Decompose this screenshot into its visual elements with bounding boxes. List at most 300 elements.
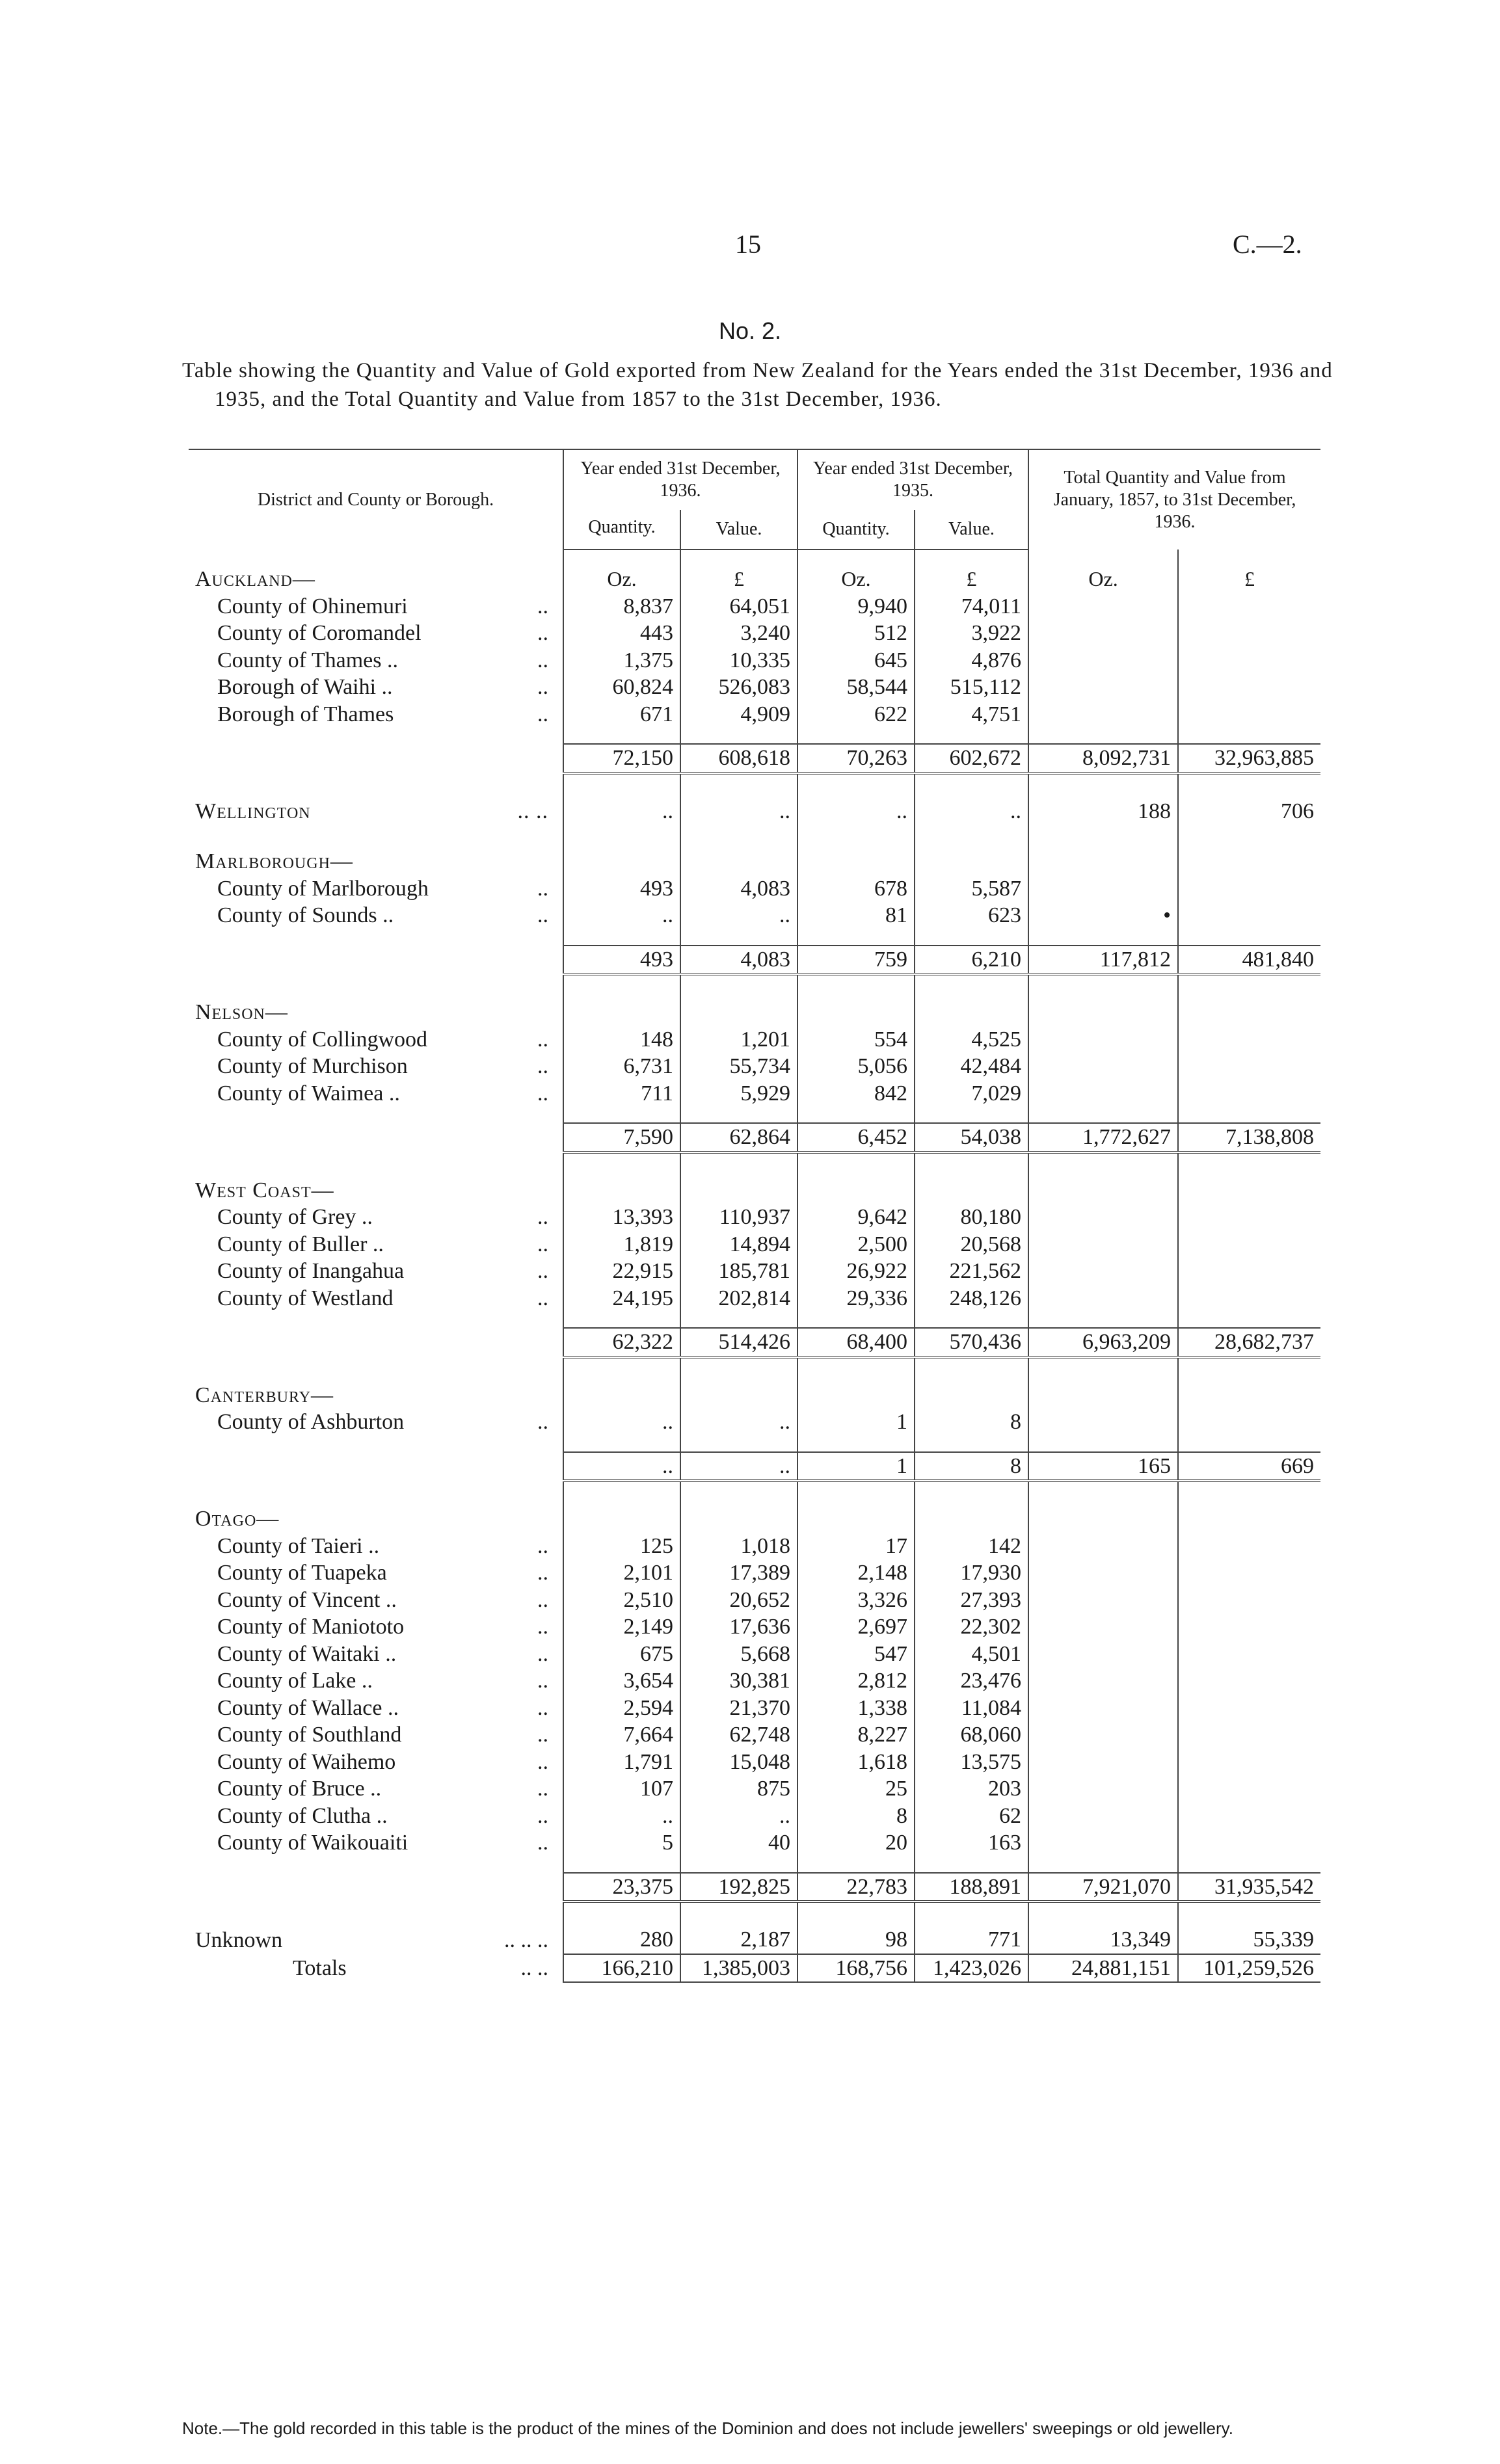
cell-q36: 166,210 [563,1954,680,1983]
spacer-cell [915,1901,1028,1926]
empty-cell [1178,1505,1320,1533]
empty-cell [797,1177,915,1204]
row-name: Totals [293,1955,347,1980]
table-row [189,1721,1320,1749]
spacer-cell [915,1357,1028,1382]
cell-tq [1028,1721,1178,1749]
row-name: County of Coromandel [217,621,422,645]
spacer-cell [915,1857,1028,1873]
row-dots: .. [537,1410,548,1434]
row-label [189,1749,563,1776]
row-name: County of Wallace .. [217,1695,399,1720]
cell-q36: 24,195 [563,1285,680,1312]
spacer-cell [1178,1857,1320,1873]
table-row [189,701,1320,728]
empty-cell [915,999,1028,1026]
row-dots: .. .. [520,1955,548,1980]
row-dots: .. [537,1641,548,1666]
spacer-cell [563,1857,680,1873]
empty-cell [915,1177,1028,1204]
cell-q35: 17 [797,1533,915,1560]
spacer-cell [189,1357,563,1382]
cell-v36: .. [680,798,797,825]
cell-q35: 1 [797,1452,915,1481]
cell-v35: 54,038 [915,1123,1028,1152]
row-label [189,1667,563,1695]
cell-q35: 9,940 [797,593,915,620]
spacer-cell [1178,1152,1320,1177]
spacer-cell [1178,974,1320,999]
row-label [189,1721,563,1749]
cell-q36: 72,150 [563,744,680,773]
subtotal-row [189,1123,1320,1152]
group-name: Nelson— [195,1000,288,1024]
cell-q35: 98 [797,1926,915,1954]
empty-cell [797,1382,915,1409]
cell-q36: .. [563,798,680,825]
cell-tv [1178,1695,1320,1722]
table-row [189,674,1320,701]
cell-v35: 62 [915,1803,1028,1830]
cell-v35: 17,930 [915,1559,1028,1587]
cell-v36: 875 [680,1775,797,1803]
cell-q36: 148 [563,1026,680,1053]
spacer-cell [1178,1107,1320,1123]
cell-v36: 202,814 [680,1285,797,1312]
cell-q36: 1,791 [563,1749,680,1776]
spacer-cell [915,728,1028,744]
cell-v36: 20,652 [680,1587,797,1614]
empty-cell [563,848,680,875]
cell-q36: 1,375 [563,647,680,674]
table-row [189,1080,1320,1107]
row-dots: .. [537,1533,548,1558]
group-heading-row [189,848,1320,875]
spacer-cell [189,1152,563,1177]
spacer-cell [1028,825,1178,848]
cell-tv: 55,339 [1178,1926,1320,1954]
cell-q35: 26,922 [797,1258,915,1285]
cell-q35: 645 [797,647,915,674]
cell-v35: 4,525 [915,1026,1028,1053]
row-label [189,620,563,647]
cell-q35: 547 [797,1641,915,1668]
row-name: County of Buller .. [217,1232,384,1256]
cell-v36: 55,734 [680,1053,797,1080]
cell-tq: 6,963,209 [1028,1328,1178,1357]
cell-tq: • [1028,902,1178,929]
row-name: County of Vincent .. [217,1587,397,1612]
spacer-cell [189,929,563,946]
row-name: County of Marlborough [217,876,429,901]
spacer-cell [680,1481,797,1505]
spacer-cell [1028,1857,1178,1873]
cell-v35: .. [915,798,1028,825]
cell-q36: .. [563,1409,680,1436]
unit-oz-1935: Oz. [797,566,915,593]
cell-q35: 20 [797,1829,915,1857]
cell-tq: 117,812 [1028,946,1178,975]
row-label [189,1285,563,1312]
cell-q36: 671 [563,701,680,728]
spacer-cell [189,1436,563,1452]
cell-v36: 30,381 [680,1667,797,1695]
cell-tq: 24,881,151 [1028,1954,1178,1983]
cell-tq: 188 [1028,798,1178,825]
cell-v35: 8 [915,1452,1028,1481]
cell-tq [1028,701,1178,728]
cell-v36: 21,370 [680,1695,797,1722]
row-dots: .. [537,1205,548,1229]
cell-v36: 514,426 [680,1328,797,1357]
cell-q35: 512 [797,620,915,647]
cell-tv [1178,647,1320,674]
spacer-cell [797,929,915,946]
row-dots: .. [537,702,548,726]
spacer-cell [915,974,1028,999]
col-quantity-1936: Quantity. [563,510,680,550]
cell-v36: 4,083 [680,946,797,975]
spacer-row [189,1152,1320,1177]
cell-v35: 74,011 [915,593,1028,620]
cell-tq: 165 [1028,1452,1178,1481]
cell-tv [1178,1258,1320,1285]
group-name: West Coast— [195,1178,334,1202]
cell-tv [1178,1641,1320,1668]
table-row [189,647,1320,674]
row-dots: .. [537,1259,548,1283]
row-label [189,1409,563,1436]
cell-v36: 3,240 [680,620,797,647]
spacer-cell [563,974,680,999]
cell-v35: 4,751 [915,701,1028,728]
cell-tv [1178,593,1320,620]
row-name: Borough of Waihi .. [217,675,393,699]
spacer-cell [189,728,563,744]
cell-tq: 13,349 [1028,1926,1178,1954]
cell-q36: 13,393 [563,1204,680,1231]
spacer-cell [680,929,797,946]
row-name: County of Lake .. [217,1669,373,1693]
row-name: County of Waitaki .. [217,1641,397,1666]
cell-v35: 515,112 [915,674,1028,701]
empty-cell [915,1382,1028,1409]
cell-tv [1178,674,1320,701]
cell-v35: 4,501 [915,1641,1028,1668]
cell-tv: 706 [1178,798,1320,825]
cell-q36: 2,149 [563,1613,680,1641]
cell-v36: 14,894 [680,1231,797,1258]
cell-v36: 526,083 [680,674,797,701]
table-row [189,1641,1320,1668]
cell-v36: .. [680,902,797,929]
table-row [189,593,1320,620]
empty-cell [680,1382,797,1409]
cell-v35: 42,484 [915,1053,1028,1080]
spacer-cell [189,1901,563,1926]
cell-tv [1178,1053,1320,1080]
row-dots: .. [537,1803,548,1828]
spacer-cell [915,773,1028,798]
row-label [189,701,563,728]
row-label [189,1926,563,1954]
cell-v35: 20,568 [915,1231,1028,1258]
cell-v35: 80,180 [915,1204,1028,1231]
spacer-cell [1178,1901,1320,1926]
cell-q35: 58,544 [797,674,915,701]
spacer-cell [915,1436,1028,1452]
spacer-row [189,1481,1320,1505]
cell-v36: 17,636 [680,1613,797,1641]
row-label [189,902,563,929]
cell-tv [1178,701,1320,728]
spacer-cell [797,773,915,798]
cell-q35: 8,227 [797,1721,915,1749]
cell-v35: 23,476 [915,1667,1028,1695]
row-dots: .. [537,1561,548,1585]
spacer-cell [680,1857,797,1873]
spacer-cell [563,825,680,848]
spacer-cell [680,974,797,999]
row-label [189,1231,563,1258]
cell-q36: 443 [563,620,680,647]
cell-q36: 493 [563,875,680,903]
empty-cell [563,1505,680,1533]
cell-v35: 188,891 [915,1873,1028,1902]
cell-q35: 168,756 [797,1954,915,1983]
row-label [189,1053,563,1080]
cell-q35: 759 [797,946,915,975]
cell-tv [1178,1613,1320,1641]
header-row-1 [189,449,1320,510]
empty-cell [1028,848,1178,875]
spacer-row [189,929,1320,946]
cell-q36: 1,819 [563,1231,680,1258]
spacer-cell [563,1107,680,1123]
cell-tv [1178,1587,1320,1614]
spacer-cell [189,1312,563,1328]
subtotal-row [189,1452,1320,1481]
cell-tq [1028,593,1178,620]
cell-v35: 570,436 [915,1328,1028,1357]
cell-q35: 842 [797,1080,915,1107]
row-dots: .. [537,675,548,699]
row-label [189,674,563,701]
row-label [189,1080,563,1107]
units-row [189,566,1320,593]
cell-tv [1178,1829,1320,1857]
cell-tq [1028,1533,1178,1560]
cell-v35: 1,423,026 [915,1954,1028,1983]
unit-oz-1936: Oz. [563,566,680,593]
spacer-row [189,1901,1320,1926]
table-row [189,1695,1320,1722]
spacer-cell [189,773,563,798]
table-row [189,1231,1320,1258]
empty-cell [1178,1177,1320,1204]
cell-tq [1028,674,1178,701]
spacer-row [189,825,1320,848]
cell-q36: 5 [563,1829,680,1857]
spacer-row [189,1436,1320,1452]
cell-q36: 62,322 [563,1328,680,1357]
row-dots: .. [537,1081,548,1106]
spacer-cell [797,728,915,744]
row-name: Borough of Thames [217,702,394,726]
cell-v36: 192,825 [680,1873,797,1902]
table-number: No. 2. [718,317,782,344]
cell-v35: 602,672 [915,744,1028,773]
spacer-cell [1028,1436,1178,1452]
spacer-cell [1028,974,1178,999]
cell-q35: 1 [797,1409,915,1436]
spacer-cell [1178,929,1320,946]
cell-v36: 4,909 [680,701,797,728]
cell-v35: 5,587 [915,875,1028,903]
row-name: County of Grey .. [217,1205,373,1229]
empty-cell [915,848,1028,875]
spacer-cell [1028,1901,1178,1926]
table-body [189,550,1320,1982]
spacer-cell [797,1357,915,1382]
spacer-cell [1028,1357,1178,1382]
cell-tv [1178,1667,1320,1695]
row-name: County of Thames .. [217,648,398,672]
cell-q35: 1,618 [797,1749,915,1776]
col-1935-header: Year ended 31st December, 1935. [797,449,1028,510]
cell-v36: 1,385,003 [680,1954,797,1983]
spacer-cell [1178,773,1320,798]
cell-v36: 608,618 [680,744,797,773]
cell-q36: 675 [563,1641,680,1668]
subtotal-row [189,1328,1320,1357]
cell-q35: 3,326 [797,1587,915,1614]
cell-v36: 4,083 [680,875,797,903]
cell-tq: 8,092,731 [1028,744,1178,773]
empty-cell [680,1505,797,1533]
cell-tq [1028,1559,1178,1587]
cell-v35: 22,302 [915,1613,1028,1641]
table-row [189,1258,1320,1285]
row-label [189,1533,563,1560]
cell-q35: 1,338 [797,1695,915,1722]
group-heading-row [189,999,1320,1026]
subtotal-label [189,1123,563,1152]
cell-v36: .. [680,1452,797,1481]
cell-v35: 3,922 [915,620,1028,647]
spacer-row [189,1857,1320,1873]
table-row [189,1613,1320,1641]
spacer-cell [915,825,1028,848]
spacer-cell [563,1481,680,1505]
cell-tq [1028,1749,1178,1776]
cell-q36: .. [563,1452,680,1481]
document-reference: C.—2. [1233,230,1302,259]
cell-q36: 3,654 [563,1667,680,1695]
unit-oz-total: Oz. [1028,566,1178,593]
cell-q36: 493 [563,946,680,975]
cell-v36: 10,335 [680,647,797,674]
cell-v35: 163 [915,1829,1028,1857]
cell-tv [1178,620,1320,647]
row-label [189,1258,563,1285]
spacer-cell [189,825,563,848]
cell-q35: 9,642 [797,1204,915,1231]
col-total-header: Total Quantity and Value from January, 1857, to 31st December, 1936. [1028,449,1320,550]
row-dots: .. [537,1054,548,1078]
row-name: County of Bruce .. [217,1777,382,1801]
row-dots: .. [537,1831,548,1855]
empty-cell [680,1177,797,1204]
subtotal-row [189,1873,1320,1902]
empty-cell [1178,999,1320,1026]
cell-v36: .. [680,1803,797,1830]
group-heading-row [189,1382,1320,1409]
row-dots: .. .. .. [504,1927,548,1952]
cell-q36: 125 [563,1533,680,1560]
cell-tv: 32,963,885 [1178,744,1320,773]
cell-q35: 2,148 [797,1559,915,1587]
spacer-cell [797,1857,915,1873]
cell-tq [1028,1258,1178,1285]
cell-q36: 280 [563,1926,680,1954]
spacer-cell [680,1436,797,1452]
unit-pound-total: £ [1178,566,1320,593]
cell-tv: 7,138,808 [1178,1123,1320,1152]
cell-q36: 7,590 [563,1123,680,1152]
table-row [189,1775,1320,1803]
cell-tv [1178,1749,1320,1776]
spacer-row [189,1357,1320,1382]
spacer-cell [1028,1312,1178,1328]
spacer-cell [797,974,915,999]
cell-v36: 2,187 [680,1926,797,1954]
row-dots: .. [537,621,548,645]
cell-q35: 622 [797,701,915,728]
cell-tq [1028,1409,1178,1436]
group-heading-row [189,1177,1320,1204]
row-dots: .. [537,648,548,672]
spacer-cell [680,1312,797,1328]
spacer-cell [680,1107,797,1123]
row-name: County of Tuapeka [217,1561,387,1585]
row-label [189,1829,563,1857]
cell-q35: 8 [797,1803,915,1830]
cell-tq [1028,1587,1178,1614]
cell-tv: 31,935,542 [1178,1873,1320,1902]
cell-v36: 64,051 [680,593,797,620]
cell-tq [1028,1803,1178,1830]
cell-tq: 7,921,070 [1028,1873,1178,1902]
row-name: County of Clutha .. [217,1803,388,1828]
spacer-cell [1178,1312,1320,1328]
row-dots: .. [537,1695,548,1720]
empty-cell [797,999,915,1026]
spacer-cell [797,1107,915,1123]
cell-q35: 22,783 [797,1873,915,1902]
group-name: Canterbury— [195,1383,334,1407]
gold-export-table [189,449,1320,1983]
cell-q35: 2,500 [797,1231,915,1258]
cell-q35: 554 [797,1026,915,1053]
spacer-cell [563,773,680,798]
spacer-row [189,974,1320,999]
row-label [189,1204,563,1231]
table-row [189,1533,1320,1560]
spacer-cell [189,1107,563,1123]
cell-tq [1028,1775,1178,1803]
spacer-cell [797,825,915,848]
